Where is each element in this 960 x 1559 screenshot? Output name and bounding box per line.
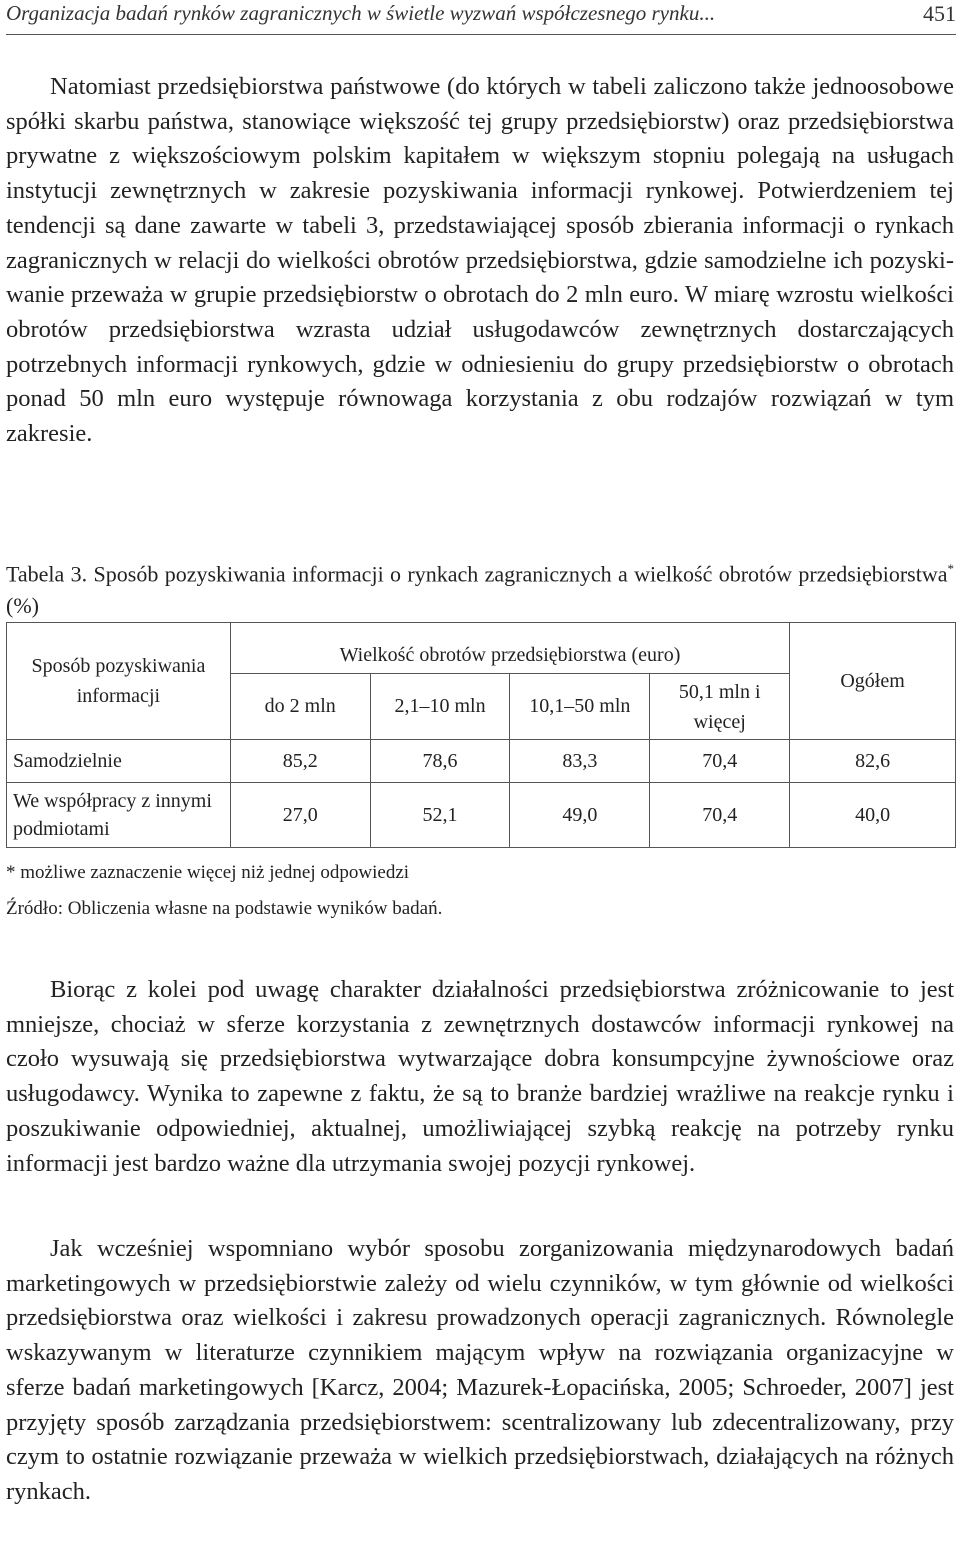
caption-text: Tabela 3. Sposób pozyskiwania informacji o rynkach zagranicznych a wielkość obrotów przedsiębiorstwa xyxy=(6,561,948,587)
table-cell: 85,2 xyxy=(230,740,370,783)
caption-suffix: (%) xyxy=(6,593,39,619)
page-number: 451 xyxy=(923,1,956,26)
column-header: 10,1–50 mln xyxy=(510,674,650,740)
column-header: 50,1 mln i więcej xyxy=(650,674,790,740)
row-label: We współpracy z innymi podmiotami xyxy=(7,783,231,848)
table-row xyxy=(7,783,956,848)
paragraph-3: Jak wcześniej wspomniano wybór sposobu zorganizowania międzynarodowych badań marketingowych w przedsiębiorstwie zależy od wielu czynników, w tym głównie od wielkości przedsiębiorstwa oraz wielkości i zakresu prowadzonych operacji zagranicznych. Równolegle wskazywanym w literaturze czynnikiem mającym wpływ na rozwiązania organizacyjne w sferze badań marketingowych [Karcz, 2004; Mazurek-Łopacińska, 2005; Schroeder, 2007] jest przyjęty sposób zarządzania przedsiębiorstwem: scentralizowany lub zdecentralizowany, przy czym to ostatnie rozwiązanie przeważa w wielkich przedsiębiorstwach, działających na różnych rynkach. xyxy=(6,1235,954,1505)
row-header-cell: Sposób pozyskiwania informacji xyxy=(7,623,231,740)
table-cell: 82,6 xyxy=(790,740,956,783)
table-cell: 83,3 xyxy=(510,740,650,783)
table-source: Źródło: Obliczenia własne na podstawie wyników badań. xyxy=(6,898,443,919)
table-cell: 49,0 xyxy=(510,783,650,848)
table-cell: 40,0 xyxy=(790,783,956,848)
table-caption xyxy=(6,553,954,622)
column-header: 2,1–10 mln xyxy=(370,674,510,740)
table-cell: 78,6 xyxy=(370,740,510,783)
data-table xyxy=(6,622,956,848)
paragraph-1: Natomiast przedsiębiorstwa państwowe (do których w tabeli zaliczono także jednoosobowe spółki skarbu państwa, stanowiące większość tej grupy przedsiębiorstw) oraz przedsiębiorstwa prywatne z większościowym polskim kapitałem w większym stopniu polegają na usługach instytucji zewnętrznych w zakresie pozyskiwania informacji rynkowej. Potwierdzeniem tej tendencji są dane zawarte w tabeli 3, przedstawiającej sposób zbierania informacji o rynkach zagranicznych w relacji do wielkości obrotów przedsiębiorstwa, gdzie samodzielne ich pozyskiwanie przeważa w grupie przedsiębiorstw o obrotach do 2 mln euro. W miarę wzrostu wielkości obrotów przedsiębiorstwa wzrasta udział usługodawców zewnętrznych dostarczających potrzebnych informacji rynkowych, gdzie w odniesieniu do grupy przedsiębiorstw o obrotach ponad 50 mln euro występuje równowaga korzystania z obu rodzajów rozwiązań w tym zakresie. xyxy=(6,73,954,448)
table-row xyxy=(7,740,956,783)
table-cell: 52,1 xyxy=(370,783,510,848)
table-cell: 27,0 xyxy=(230,783,370,848)
group-header-cell: Wielkość obrotów przedsiębiorstwa (euro) xyxy=(230,623,789,674)
header-title: Organizacja badań rynków zagranicznych w świetle wyzwań współczesnego rynku... xyxy=(6,1,716,25)
total-header-cell: Ogółem xyxy=(790,623,956,740)
column-header: do 2 mln xyxy=(230,674,370,740)
caption-footnote-mark: * xyxy=(947,561,954,576)
table-cell: 70,4 xyxy=(650,783,790,848)
running-header xyxy=(6,0,956,35)
row-label: Samodzielnie xyxy=(7,740,231,783)
table-cell: 70,4 xyxy=(650,740,790,783)
table-footnote: * możliwe zaznaczenie więcej niż jednej odpowiedzi xyxy=(6,862,410,883)
paragraph-2: Biorąc z kolei pod uwagę charakter działalności przedsiębiorstwa zróżnicowanie to jest mniejsze, chociaż w sferze korzystania z zewnętrznych dostawców informacji rynkowej na czoło wysuwają się przedsiębiorstwa wytwarzające dobra konsumpcyjne żywnościowe oraz usługodawcy. Wynika to zapewne z faktu, że są to branże bardziej wrażliwe na reakcje rynku i poszukiwanie odpowiedniej, aktualnej, umożliwiającej szybką reakcję na potrzeby rynku informacji jest bardzo ważne dla utrzymania swojej pozycji rynkowej. xyxy=(6,976,954,1177)
